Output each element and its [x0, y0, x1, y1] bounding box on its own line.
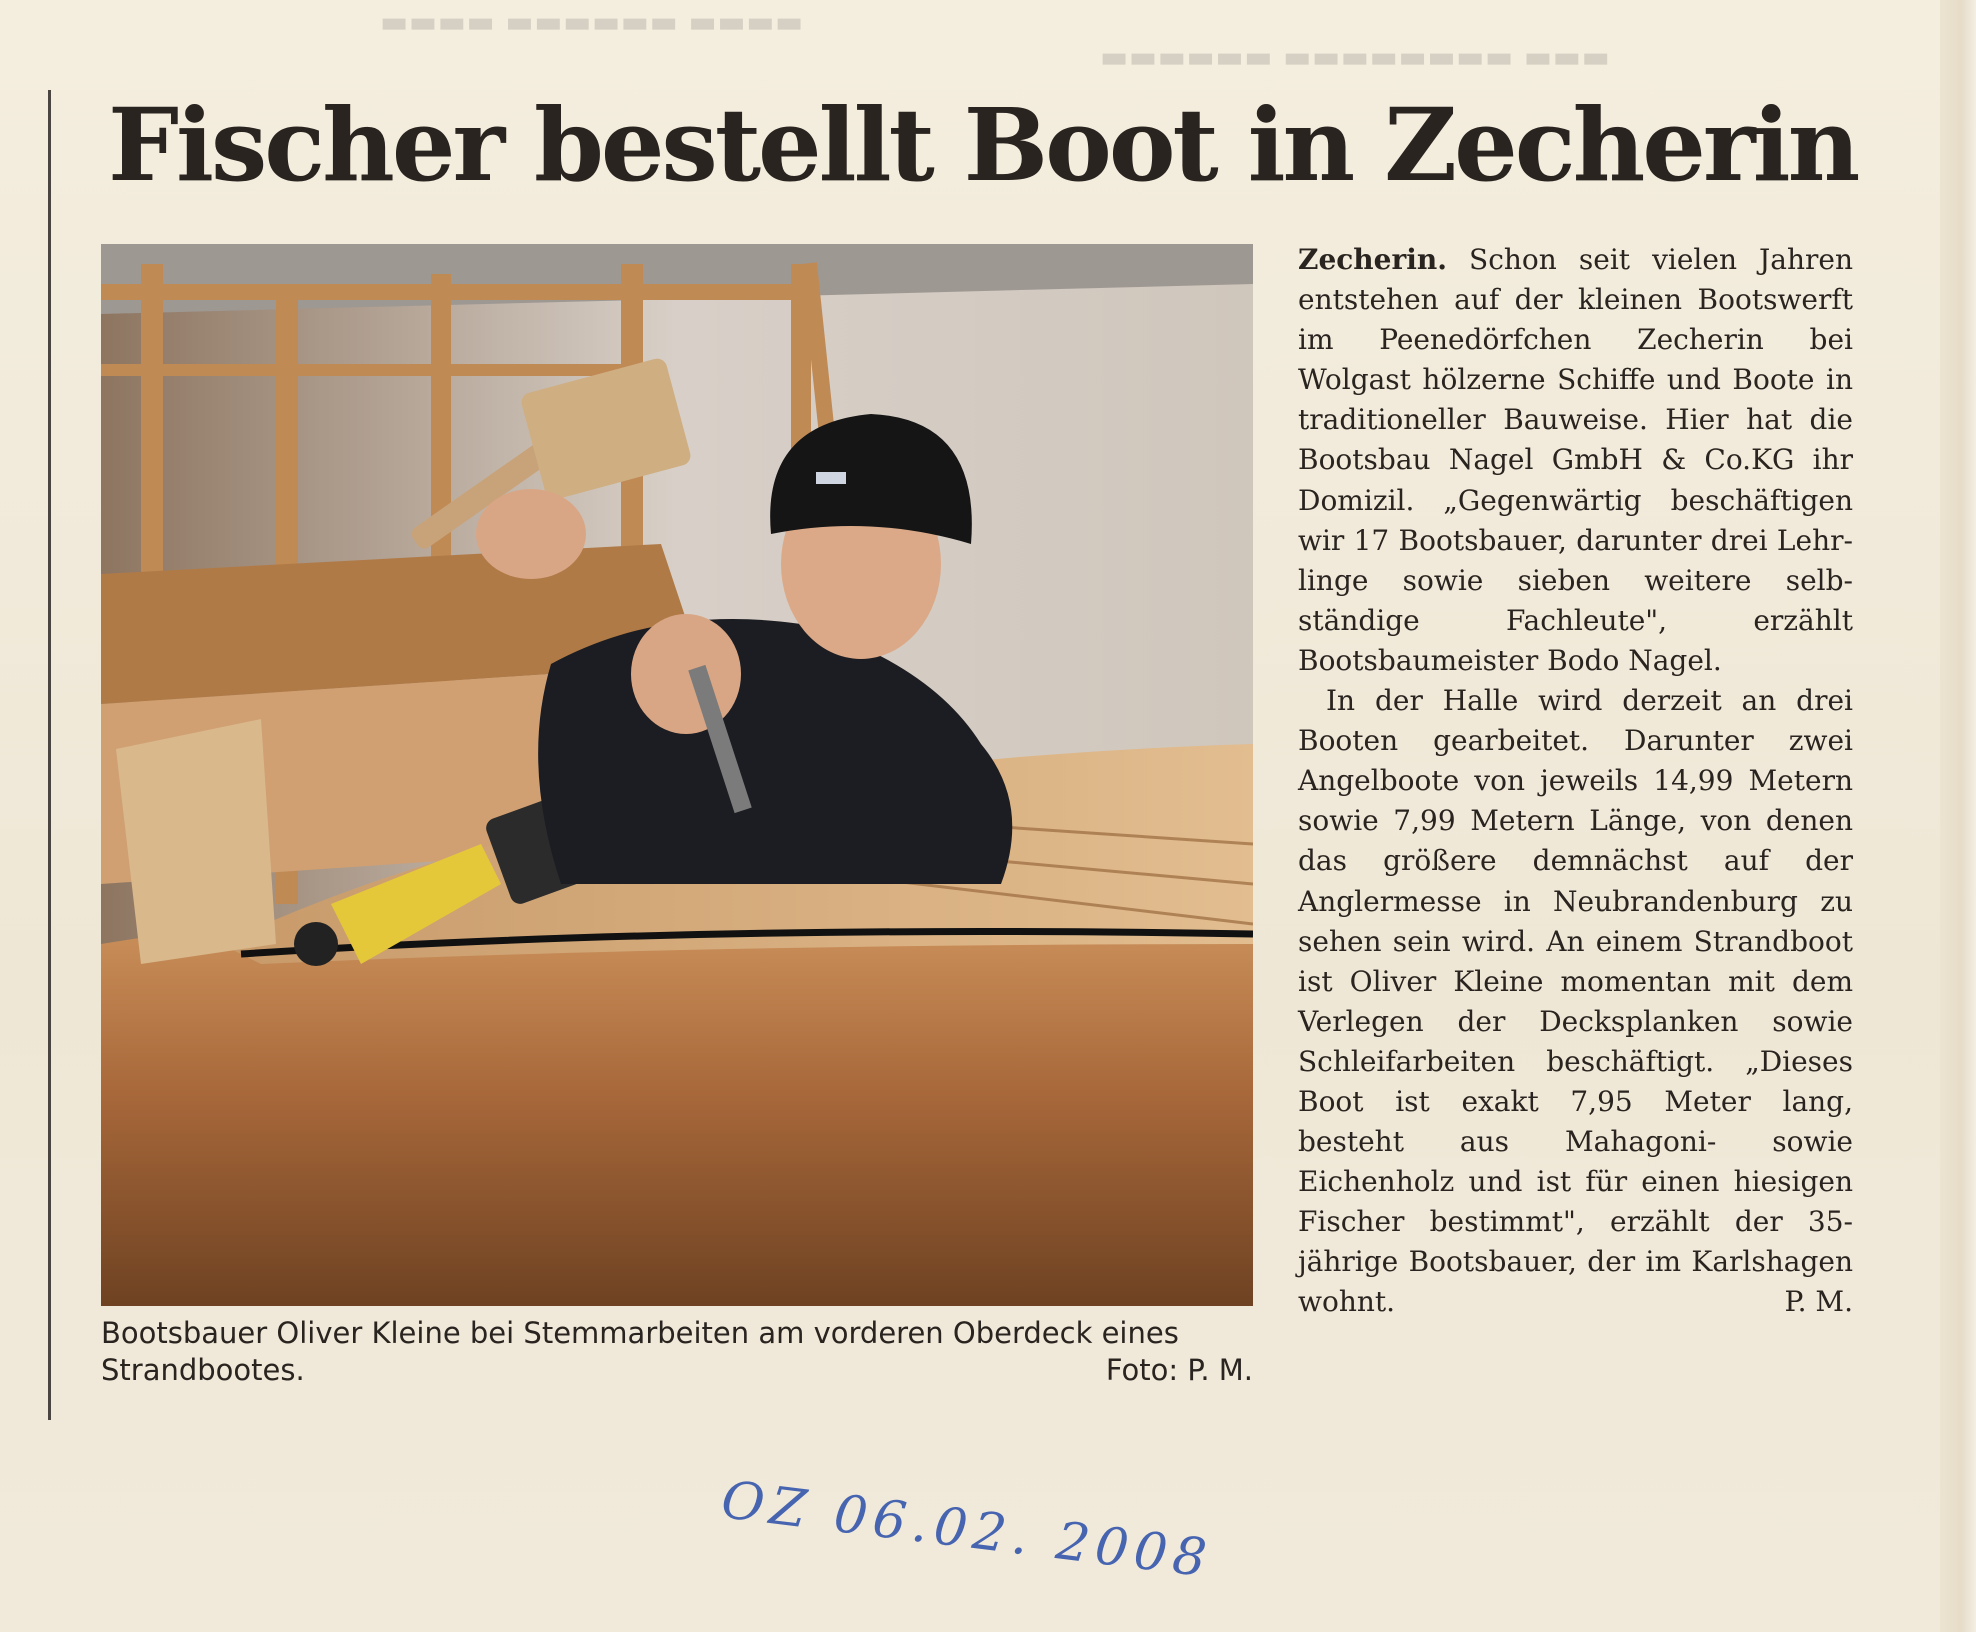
- paragraph-2-text: In der Halle wird derzeit an drei Booten gearbeitet. Darunter zwei Angelboote von jeweils 14,99 Metern sowie 7,99 Metern Länge, von denen das größere demnächst auf der Anglermesse in Neubrandenburg zu sehen sein wird. An einem Strandboot ist Oliver Kleine momentan mit dem Verlegen der Decksplanken sowie Schleifarbeiten beschäftigt. „Dieses Boot ist exakt 7,95 Meter lang, besteht aus Mahagoni- sowie Eichenholz und ist für einen hiesigen Fischer bestimmt", erzählt der 35-jährige Bootsbauer, der im Karlshagen wohnt.: [1298, 684, 1853, 1319]
- article-photo: [101, 244, 1253, 1306]
- photo-caption: [101, 1315, 1253, 1389]
- article-paragraph-2: [1298, 681, 1853, 1323]
- column-rule: [48, 90, 51, 1420]
- clipping-edge: [1940, 0, 1976, 1632]
- caption-text-line2: Strandbootes.: [101, 1353, 305, 1387]
- headline: Fischer bestellt Boot in Zecherin: [108, 86, 1858, 204]
- handwritten-date-note: OZ 06.02. 2008: [718, 1470, 1216, 1590]
- boat-builder-photo: [101, 244, 1253, 1306]
- article-body: [1298, 240, 1853, 1323]
- bleed-through-texture: ▬▬▬▬ ▬▬▬▬▬▬ ▬▬▬▬: [380, 5, 804, 40]
- article-paragraph-1: [1298, 240, 1853, 681]
- caption-row: [101, 1352, 1253, 1389]
- caption-text-line1: Bootsbauer Oliver Kleine bei Stemmarbeiten am vorderen Oberdeck eines: [101, 1316, 1179, 1350]
- dateline: Zecherin.: [1298, 243, 1447, 276]
- author-signature: P. M.: [1784, 1285, 1853, 1319]
- bleed-through-texture: ▬▬▬▬▬▬ ▬▬▬▬▬▬▬▬ ▬▬▬: [1100, 40, 1611, 75]
- photo-credit: Foto: P. M.: [1105, 1353, 1253, 1387]
- paragraph-1-text: Schon seit vielen Jahren entstehen auf der kleinen Bootswerft im Peenedörfchen Zecherin bei Wolgast hölzerne Schiffe und Boote in traditioneller Bauweise. Hier hat die Bootsbau Nagel GmbH & Co.KG ihr Domizil. „Gegenwärtig beschäftigen wir 17 Bootsbauer, darunter drei Lehrlinge sowie sieben weitere selbständige Fachleute", erzählt Bootsbaumeister Bodo Nagel.: [1298, 243, 1853, 677]
